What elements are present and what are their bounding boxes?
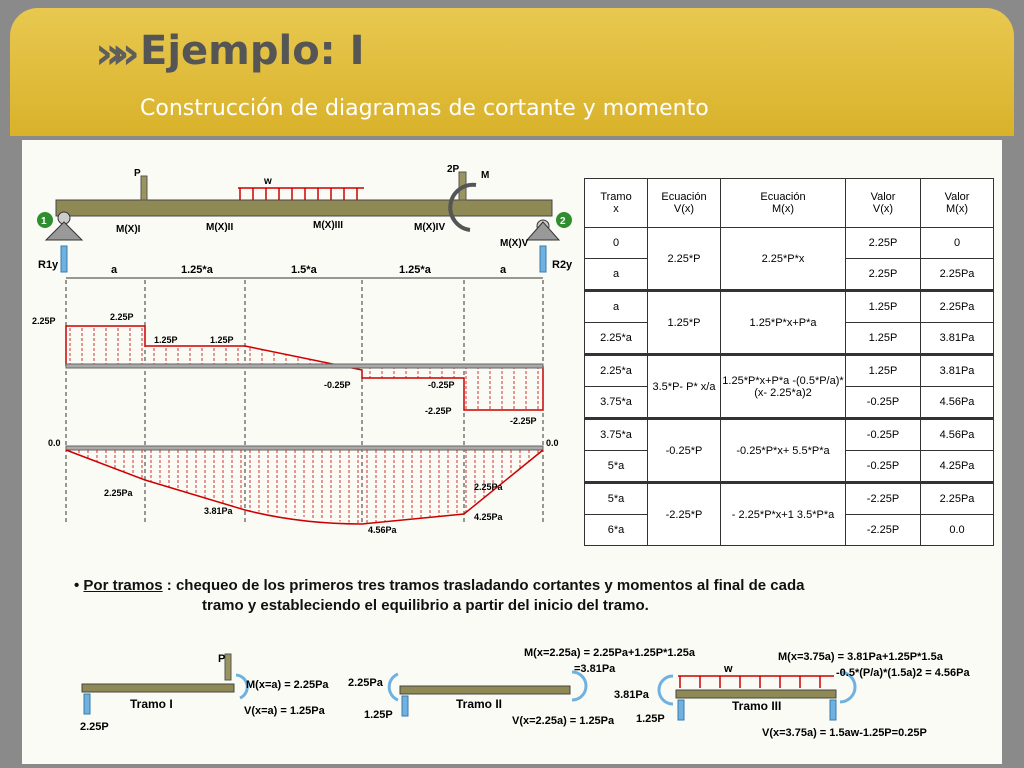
svg-text:1.25P: 1.25P (364, 709, 393, 721)
svg-text:Tramo I: Tramo I (130, 697, 173, 711)
svg-text:2.25P: 2.25P (80, 721, 109, 733)
svg-text:Tramo III: Tramo III (732, 699, 782, 713)
svg-text:1.25P: 1.25P (636, 713, 665, 725)
bullet-paragraph: • Por tramos : chequeo de los primeros tres tramos trasladando cortantes y momentos al final de cada tramo y estableciendo el equilibrio a partir del inicio del tramo. (74, 577, 805, 614)
load-2P-label: 2P (447, 164, 460, 175)
section-label: M(X)I (116, 224, 141, 235)
tramo-I-beam (82, 684, 234, 692)
table-row: a 2.25P 2.25Pa (585, 259, 994, 291)
svg-text:V(x=a) = 1.25Pa: V(x=a) = 1.25Pa (244, 705, 325, 717)
support-num-left-text: 1 (41, 216, 47, 227)
bullet-lead: Por tramos (83, 577, 163, 594)
support-num-right-text: 2 (560, 216, 566, 227)
svg-text:0.0: 0.0 (48, 438, 61, 448)
tramo-III-shear-arrow (678, 700, 684, 720)
svg-text:P: P (218, 653, 226, 665)
chevron-icon: » (111, 28, 128, 79)
svg-text:1.25P: 1.25P (210, 335, 234, 345)
section-label: M(X)III (313, 220, 343, 231)
svg-text:M(x=2.25a) = 2.25Pa+1.25P*1.25: M(x=2.25a) = 2.25Pa+1.25P*1.25a (524, 647, 695, 659)
svg-text:1.25P: 1.25P (154, 335, 178, 345)
table-row: 5*a -2.25*P - 2.25*P*x+1 3.5*P*a -2.25P 2.25Pa (585, 483, 994, 515)
table-row: 6*a -2.25P 0.0 (585, 515, 994, 546)
table-row: a 1.25*P 1.25*P*x+P*a 1.25P 2.25Pa (585, 291, 994, 323)
svg-text:-0.25P: -0.25P (324, 380, 351, 390)
svg-text:4.25Pa: 4.25Pa (474, 512, 503, 522)
tramo-I-reaction-arrow (84, 694, 90, 714)
tramo-III-shear-right-arrow (830, 700, 836, 720)
slide-title: Ejemplo: I (140, 28, 365, 74)
svg-text:V(x=2.25a) = 1.25Pa: V(x=2.25a) = 1.25Pa (512, 715, 615, 727)
svg-text:0.0: 0.0 (546, 438, 559, 448)
span-label: a (111, 264, 118, 276)
svg-text:2.25P: 2.25P (32, 316, 56, 326)
svg-text:V(x=3.75a) = 1.5aw-1.25P=0.25P: V(x=3.75a) = 1.5aw-1.25P=0.25P (762, 727, 927, 739)
tramo-II-moment-left-icon (389, 674, 398, 700)
svg-text:2.25Pa: 2.25Pa (348, 677, 383, 689)
svg-text:=3.81Pa: =3.81Pa (574, 663, 616, 675)
table-row: 3.75*a -0.25P 4.56Pa (585, 387, 994, 419)
slide-subtitle: Construcción de diagramas de cortante y momento (140, 96, 709, 121)
svg-text:3.81Pa: 3.81Pa (614, 689, 649, 701)
tramo-III-moment-left-icon (659, 676, 673, 704)
reaction-right-label: R2y (552, 259, 573, 271)
load-w-label: w (264, 176, 272, 187)
tramo-II-shear-arrow (402, 696, 408, 716)
svg-text:w: w (724, 663, 733, 675)
span-label: a (500, 264, 507, 276)
svg-text:-0.5*(P/a)*(1.5a)2 = 4.56Pa: -0.5*(P/a)*(1.5a)2 = 4.56Pa (836, 667, 970, 679)
svg-text:2.25Pa: 2.25Pa (474, 482, 503, 492)
tramo-III-w-arrows (680, 676, 820, 688)
table-row: 2.25*a 3.5*P- P* x/a 1.25*P*x+P*a -(0.5*P/a)*(x- 2.25*a)2 1.25P 3.81Pa (585, 355, 994, 387)
tramo-II-moment-right-icon (572, 672, 586, 700)
svg-text:2.25P: 2.25P (110, 312, 134, 322)
section-label: M(X)V (500, 238, 529, 249)
svg-text:Tramo II: Tramo II (456, 697, 503, 711)
svg-text:-0.25P: -0.25P (428, 380, 455, 390)
load-P-label: P (134, 168, 141, 179)
svg-text:2.25Pa: 2.25Pa (104, 488, 133, 498)
load-M-label: M (481, 170, 490, 181)
section-label: M(X)IV (414, 222, 446, 233)
section-label: M(X)II (206, 222, 234, 233)
table-row: 2.25*a 1.25P 3.81Pa (585, 323, 994, 355)
table-row: 0 2.25*P 2.25*P*x 2.25P 0 (585, 228, 994, 259)
table-header-row: Tramo x Ecuación V(x) Ecuación M(x) Valor V(x) Valor M(x) (585, 179, 994, 228)
svg-text:4.56Pa: 4.56Pa (368, 525, 397, 535)
table-row: 5*a -0.25P 4.25Pa (585, 451, 994, 483)
svg-text:M(x=a) = 2.25Pa: M(x=a) = 2.25Pa (246, 679, 329, 691)
svg-text:-2.25P: -2.25P (510, 416, 537, 426)
table-row: 3.75*a -0.25*P -0.25*P*x+ 5.5*P*a -0.25P 4.56Pa (585, 419, 994, 451)
chevron-icon: » (95, 28, 112, 79)
span-label: 1.5*a (291, 264, 317, 276)
tramo-III-beam (676, 690, 836, 698)
tramo-II-beam (400, 686, 570, 694)
span-label: 1.25*a (181, 264, 213, 276)
reaction-left-label: R1y (38, 259, 59, 271)
svg-text:3.81Pa: 3.81Pa (204, 506, 233, 516)
tramo-I-P-arrow (225, 654, 231, 680)
svg-text:-2.25P: -2.25P (425, 406, 452, 416)
span-label: 1.25*a (399, 264, 431, 276)
svg-text:M(x=3.75a) = 3.81Pa+1.25P*1.5a: M(x=3.75a) = 3.81Pa+1.25P*1.5a (778, 651, 943, 663)
